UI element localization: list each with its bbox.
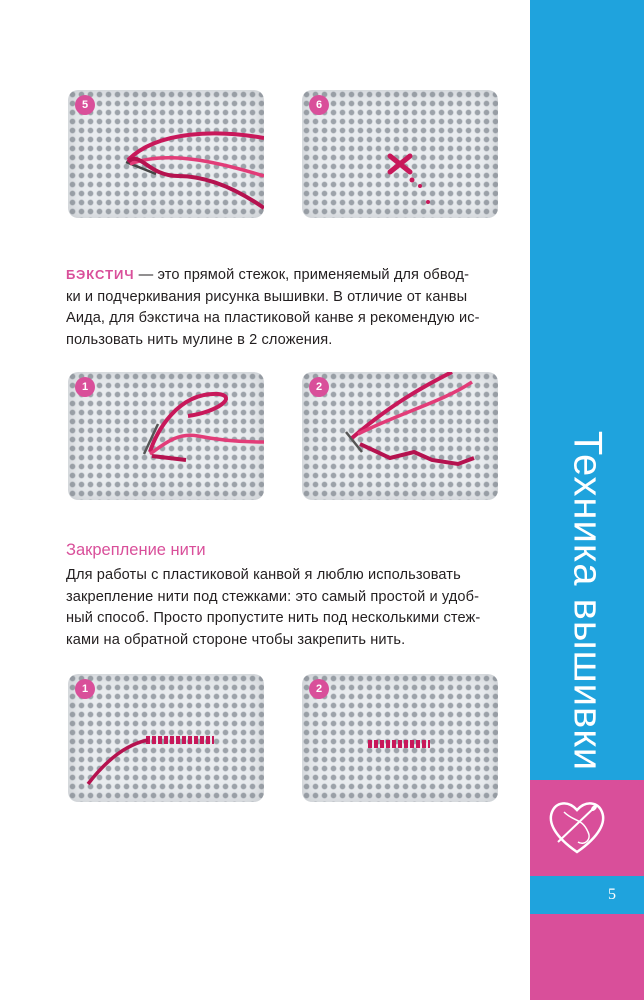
securing-line: ками на обратной стороне чтобы закрепить нить. [66,631,406,648]
section-heading: Закрепление нити [66,541,206,559]
securing-illustration [68,674,264,802]
thread-illustration [68,90,264,218]
securing-line: закрепление нити под стежками: это самый простой и удоб- [66,588,480,605]
backstitch-line: БЭКСТИЧ — это прямой стежок, применяемый для обвод- [66,267,470,283]
securing-illustration [302,674,498,802]
backstitch-line: Аида, для бэкстича на пластиковой канве я рекомендую ис- [66,310,480,326]
step-badge: 1 [75,679,95,699]
page-number: 5 [608,886,616,903]
securing-paragraph [66,565,504,651]
step-badge: 6 [309,95,329,115]
backstitch-line: ки и подчеркивания рисунка вышивки. В отличие от канвы [66,288,468,305]
cross-stitch-illustration [302,90,498,218]
backstitch-paragraph [66,264,504,351]
photo-securing-step-2 [302,674,498,802]
step-badge: 1 [75,377,95,397]
backstitch-illustration [68,372,264,500]
step-badge: 2 [309,679,329,699]
securing-line: Для работы с пластиковой канвой я люблю использовать [66,567,461,583]
photo-backstitch-step-1 [68,372,264,500]
securing-line: ный способ. Просто пропустите нить под несколькими стеж- [66,610,481,626]
photo-step-5 [68,90,264,218]
backstitch-line: пользовать нить мулине в 2 сложения. [66,331,333,348]
heart-needle-icon [544,792,610,860]
sidebar-bottom-band [530,914,644,1000]
backstitch-keyword: БЭКСТИЧ [66,267,135,282]
photo-securing-step-1 [68,674,264,802]
photo-backstitch-step-2 [302,372,498,500]
backstitch-illustration [302,372,498,500]
photo-step-6 [302,90,498,218]
chapter-title: Техника вышивки [565,430,610,772]
step-badge: 2 [309,377,329,397]
step-badge: 5 [75,95,95,115]
